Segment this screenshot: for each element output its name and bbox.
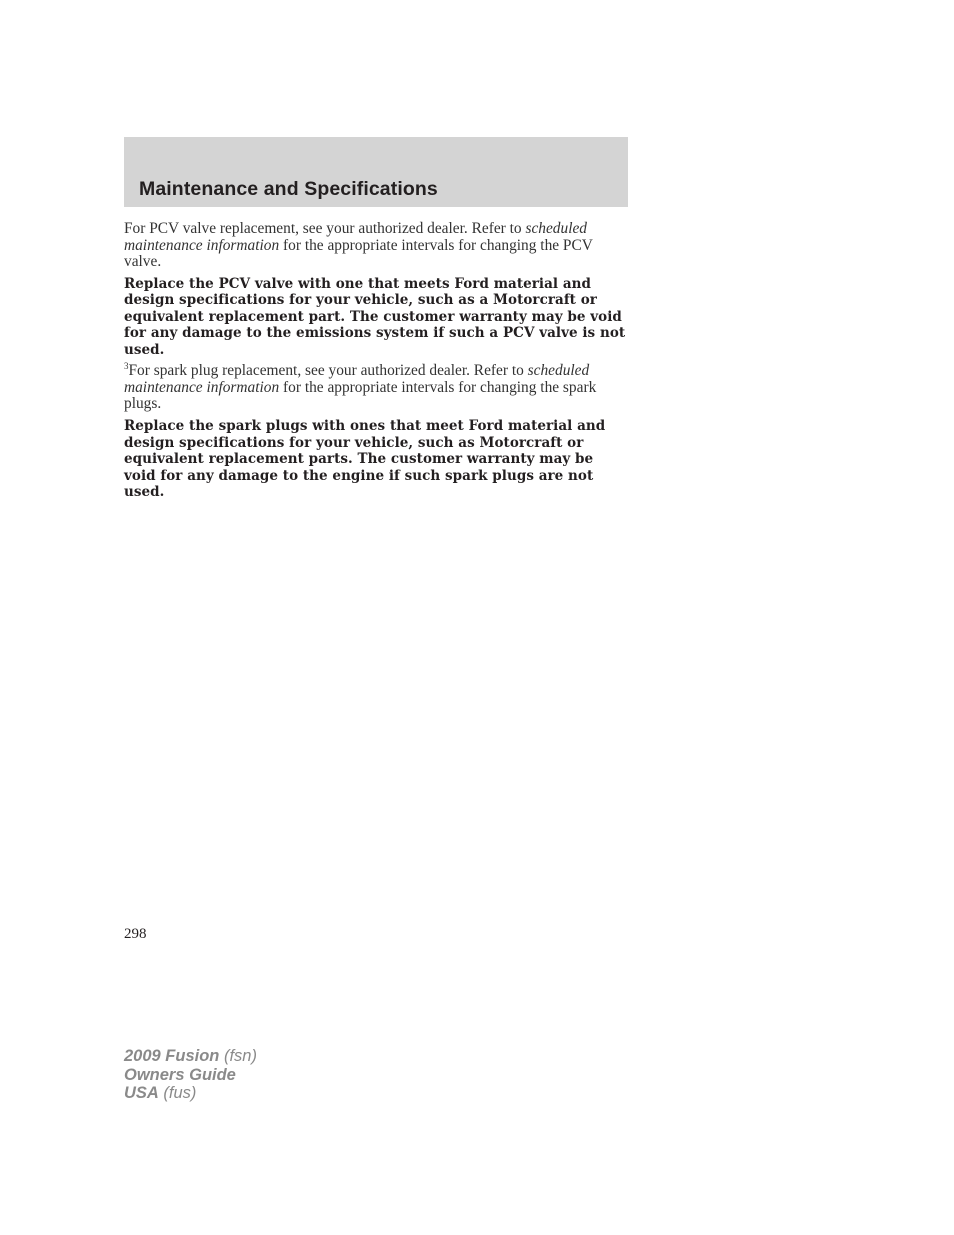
spark-plug-text-start: For spark plug replacement, see your authorized dealer. Refer to (128, 362, 528, 380)
pcv-text-end: for the appropriate intervals for changing the PCV valve. (124, 236, 593, 271)
spark-plug-replacement-paragraph (124, 363, 628, 413)
spark-plug-warning-paragraph: Replace the spark plugs with ones that meet Ford material and design specifications for your vehicle, such as Motorcraft or equivalent replacement parts. The customer warranty may be void for any damage to the engine if such spark plugs are not used. (124, 418, 606, 501)
footer-model-code: (fsn) (219, 1047, 257, 1065)
page-number: 298 (124, 926, 147, 942)
section-title: Maintenance and Specifications (139, 178, 438, 200)
footer-model: 2009 Fusion (124, 1047, 220, 1065)
document-footer (124, 1047, 257, 1103)
pcv-maintenance-reference: scheduled maintenance information (124, 220, 587, 254)
footnote-marker: 3 (124, 361, 129, 372)
footer-guide-name: Owners Guide (124, 1065, 236, 1084)
spark-plug-maintenance-reference: scheduled maintenance information (124, 362, 590, 396)
pcv-warning-paragraph: Replace the PCV valve with one that meets Ford material and design specifications for your vehicle, such as a Motorcraft or equivalent replacement part. The customer warranty may be void for any damage to the emissions system if such a PCV valve is not used. (124, 275, 626, 358)
footer-market: USA (124, 1084, 159, 1102)
footer-market-code: (fus) (158, 1084, 197, 1102)
spark-plug-text-end: for the appropriate intervals for changing the spark plugs. (124, 378, 597, 413)
pcv-replacement-paragraph (124, 221, 628, 271)
footer-model-line (124, 1047, 257, 1066)
pcv-text-start: For PCV valve replacement, see your authorized dealer. Refer to (124, 220, 526, 237)
section-header-band (124, 137, 628, 207)
footer-market-line (124, 1084, 257, 1103)
page-content (124, 221, 628, 506)
